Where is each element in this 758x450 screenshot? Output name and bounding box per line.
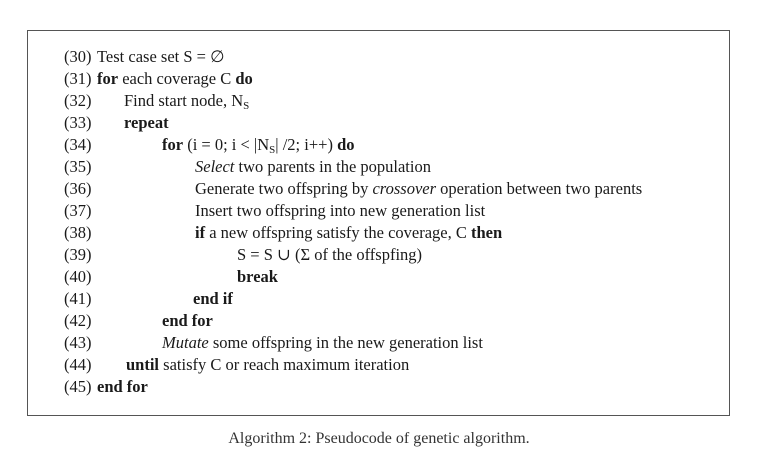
algorithm-caption: Algorithm 2: Pseudocode of genetic algorithm. [228, 430, 530, 447]
line-text: S = S ∪ (Σ of the offspfing) [237, 245, 423, 264]
line-text: Test case set S = ∅ [97, 47, 225, 66]
line-number: (38) [64, 223, 92, 242]
line-text: for (i = 0; $i < |N_S|$ /2; i++) do [162, 135, 355, 156]
algorithm-line [64, 90, 250, 112]
algorithm-line [64, 288, 233, 310]
line-number: (43) [64, 333, 92, 352]
emphasis: crossover [372, 179, 437, 198]
line-text: if a new offspring satisfy the coverage, C then [195, 223, 503, 242]
keyword: for [162, 135, 184, 154]
line-number: (30) [64, 47, 92, 66]
algorithm-line [64, 156, 431, 178]
keyword: repeat [124, 113, 169, 132]
keyword: end if [193, 289, 233, 308]
algorithm-line [64, 332, 483, 354]
line-number: (34) [64, 135, 92, 154]
line-number: (37) [64, 201, 92, 220]
algorithm-line [64, 310, 213, 332]
keyword: if [195, 223, 206, 242]
line-number: (45) [64, 377, 92, 396]
line-number: (33) [64, 113, 92, 132]
line-number: (39) [64, 245, 92, 264]
line-number: (42) [64, 311, 92, 330]
emphasis: Select [195, 157, 235, 176]
keyword: for [97, 69, 119, 88]
emphasis: Mutate [162, 333, 209, 352]
line-text: Select two parents in the population [195, 157, 431, 176]
algorithm-line [64, 112, 169, 134]
algorithm-line [64, 46, 225, 68]
line-number: (36) [64, 179, 92, 198]
line-text: Find start node, $N_S$ [124, 91, 250, 112]
line-text: Mutate some offspring in the new generation list [162, 333, 483, 352]
keyword: then [471, 223, 503, 242]
algorithm-line [64, 376, 148, 398]
line-number: (44) [64, 355, 92, 374]
line-number: (31) [64, 69, 92, 88]
keyword: do [235, 69, 253, 88]
algorithm-line [64, 200, 486, 222]
algorithm-line [64, 68, 253, 90]
algorithm-line [64, 178, 643, 200]
keyword: until [126, 355, 160, 374]
line-text: Insert two offspring into new generation list [195, 201, 486, 220]
line-number: (41) [64, 289, 92, 308]
line-number: (32) [64, 91, 92, 110]
line-text: Generate two offspring by crossover operation between two parents [195, 179, 643, 198]
algorithm-line [64, 354, 410, 376]
algorithm-line [64, 222, 503, 244]
algorithm-line [64, 134, 355, 156]
line-number: (35) [64, 157, 92, 176]
subscript: S [269, 144, 276, 156]
line-text: until satisfy C or reach maximum iteration [126, 355, 410, 374]
line-number: (40) [64, 267, 92, 286]
algorithm-line [64, 244, 423, 266]
keyword: end for [97, 377, 148, 396]
line-text: for each coverage C do [97, 69, 253, 88]
subscript: S [243, 100, 250, 112]
keyword: break [237, 267, 278, 286]
keyword: end for [162, 311, 213, 330]
algorithm-line [64, 266, 278, 288]
keyword: do [337, 135, 355, 154]
